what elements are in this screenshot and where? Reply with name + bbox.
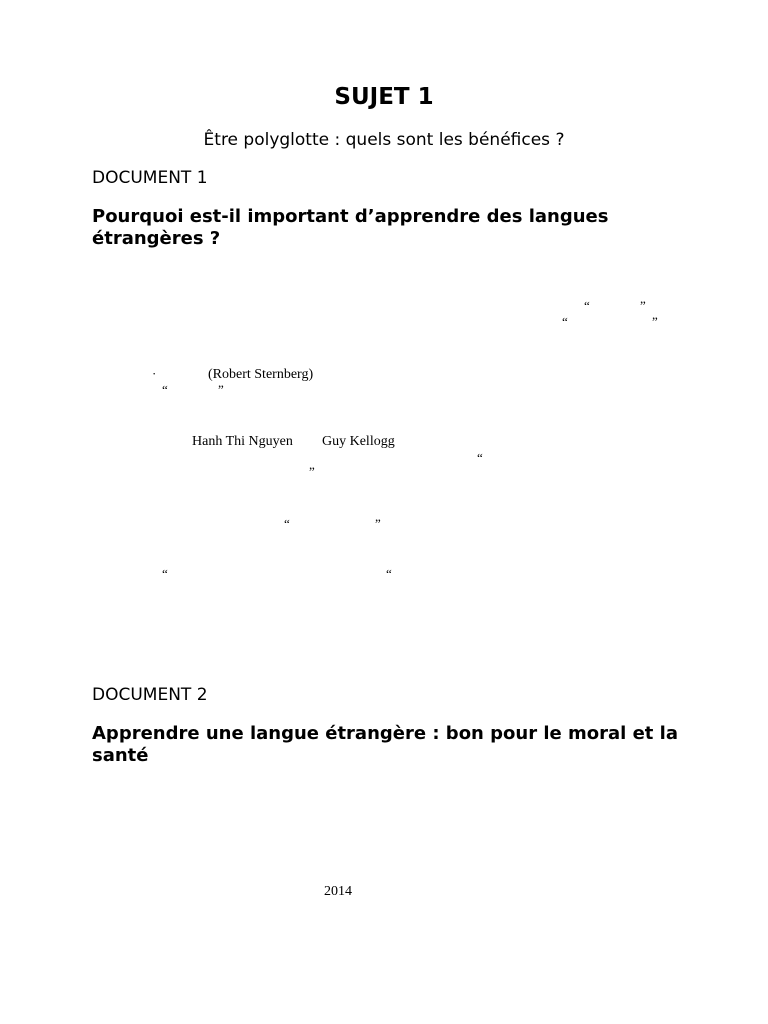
close-quote-mark: ” [309, 464, 315, 479]
document-1-label: DOCUMENT 1 [92, 168, 208, 188]
open-quote-mark: “ [162, 382, 168, 397]
close-quote-mark: ” [652, 314, 658, 329]
open-quote-mark: “ [162, 566, 168, 581]
close-quote-mark: ” [375, 516, 381, 531]
dot-mark: · [152, 366, 157, 381]
open-quote-mark: “ [386, 566, 392, 581]
reference-sternberg: (Robert Sternberg) [208, 367, 314, 382]
page-subtitle: Être polyglotte : quels sont les bénéfices ? [203, 130, 565, 150]
open-quote-mark: “ [584, 298, 590, 313]
document-2-label: DOCUMENT 2 [92, 685, 208, 705]
reference-kellogg: Guy Kellogg [322, 434, 395, 449]
close-quote-mark: ” [640, 298, 646, 313]
document-2-heading: Apprendre une langue étrangère : bon pour le moral et la santé [92, 723, 678, 766]
open-quote-mark: “ [562, 314, 568, 329]
open-quote-mark: “ [477, 450, 483, 465]
page-title: SUJET 1 [334, 84, 434, 110]
close-quote-mark: ” [218, 382, 224, 397]
reference-nguyen: Hanh Thi Nguyen [192, 434, 293, 449]
document-1-heading: Pourquoi est-il important d’apprendre des langues étrangères ? [92, 206, 609, 249]
open-quote-mark: “ [284, 516, 290, 531]
publication-year: 2014 [324, 884, 352, 899]
